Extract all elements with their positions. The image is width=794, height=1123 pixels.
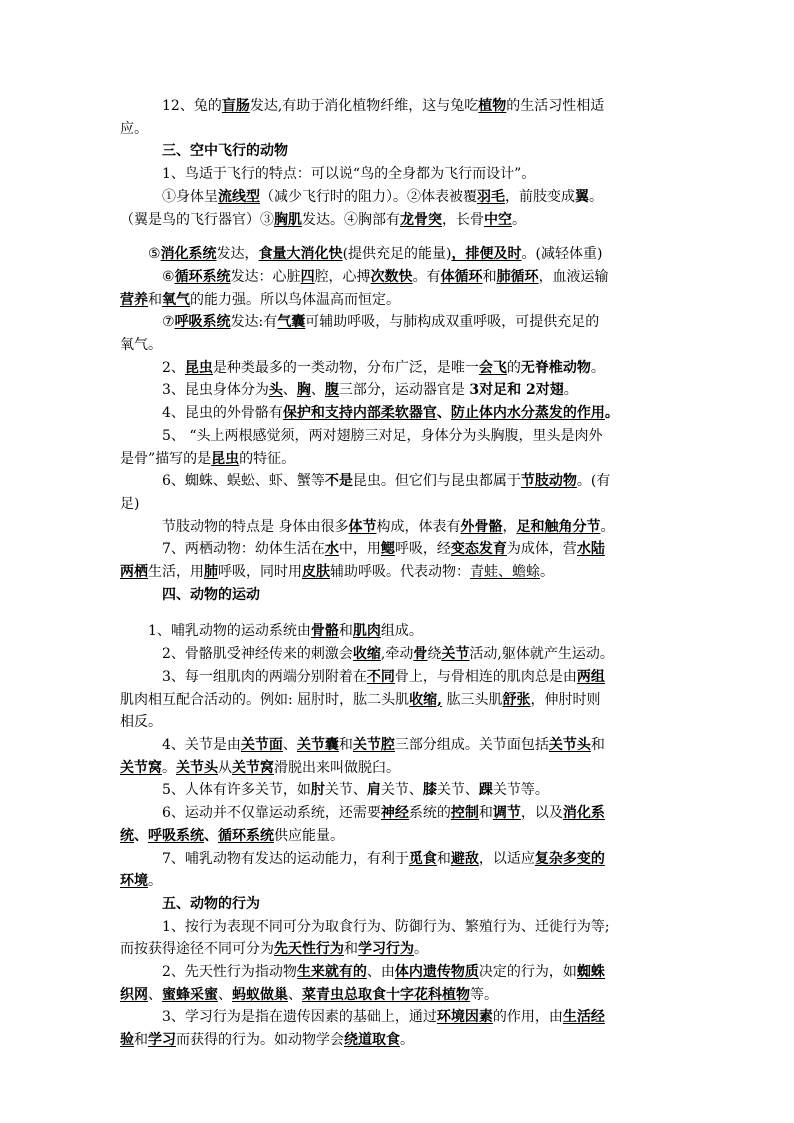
text-line: ①身体呈流线型（减少飞行时的阻力）。②体表被覆羽毛，前肢变成翼。 [162, 188, 603, 205]
text-line: 相反。 [120, 714, 162, 731]
text-line: ⑤消化系统发达，食量大消化快(提供充足的能量)，排便及时。(减轻体重) [148, 246, 603, 263]
section-heading: 三、空中飞行的动物 [162, 143, 288, 160]
text-line: 肌肉相互配合活动的。例如: 屈肘时，肱二头肌收缩, 肱三头肌舒张，伸肘时则 [120, 691, 601, 708]
text-line: 5、 “头上两根感觉须，两对翅膀三对足，身体分为头胸腹，里头是肉外 [162, 427, 603, 444]
document-page [120, 95, 676, 1052]
text-line: 足) [120, 495, 140, 512]
text-line: （翼是鸟的飞行器官）③胸肌发达。④胸部有龙骨突，长骨中空。 [120, 211, 526, 228]
text-line: 应。 [120, 120, 148, 137]
text-line: 统、呼吸系统、循环系统供应能量。 [120, 827, 344, 844]
text-line: 4、关节是由关节面、关节囊和关节腔三部分组成。关节面包括关节头和 [162, 736, 605, 753]
text-line: 营养和氧气的能力强。所以鸟体温高而恒定。 [120, 291, 400, 308]
text-line: 1、鸟适于飞行的特点：可以说“鸟的全身都为飞行而设计”。 [162, 166, 536, 183]
text-line: 氧气。 [120, 337, 162, 354]
text-line: 2、昆虫是种类最多的一类动物，分布广泛，是唯一会飞的无脊椎动物。 [162, 359, 605, 376]
text-line: 1、按行为表现不同可分为取食行为、防御行为、繁殖行为、迁徙行为等; [162, 918, 610, 935]
text-line: 两栖生活，用肺呼吸，同时用皮肤辅助呼吸。代表动物：青蛙、蟾蜍。 [120, 564, 554, 581]
text-line: 关节窝。关节头从关节窝滑脱出来叫做脱臼。 [120, 759, 400, 776]
text-line: 1、哺乳动物的运动系统由骨骼和肌肉组成。 [148, 623, 423, 640]
text-line: 3、学习行为是指在遗传因素的基础上，通过环境因素的作用，由生活经 [162, 1009, 605, 1026]
text-line: 3、每一组肌肉的两端分别附着在不同骨上，与骨相连的肌肉总是由两组 [162, 668, 605, 685]
text-line: 2、骨骼肌受神经传来的刺激会收缩,牵动骨绕关节活动,躯体就产生运动。 [162, 646, 614, 663]
text-line: ⑦呼吸系统发达:有气囊可辅助呼吸，与肺构成双重呼吸，可提供充足的 [162, 314, 600, 331]
text-line: 7、哺乳动物有发达的运动能力，有利于觅食和避敌，以适应复杂多变的 [162, 850, 605, 867]
text-line: 5、人体有许多关节，如肘关节、肩关节、膝关节、踝关节等。 [162, 782, 549, 799]
text-line: 是骨”描写的是昆虫的特征。 [120, 450, 296, 467]
text-line: 2、先天性行为指动物生来就有的、由体内遗传物质决定的行为，如蜘蛛 [162, 964, 605, 981]
text-line: 7、两栖动物：幼体生活在水中，用鳃呼吸，经变态发育为成体，营水陆 [162, 541, 605, 558]
text-line: 验和学习而获得的行为。如动物学会绕道取食。 [120, 1032, 414, 1049]
section-heading: 四、动物的运动 [162, 586, 260, 603]
section-heading: 五、动物的行为 [162, 895, 260, 912]
text-line: 6、蜘蛛、蜈蚣、虾、蟹等不是昆虫。但它们与昆虫都属于节肢动物。(有 [162, 473, 611, 490]
text-line: 而按获得途径不同可分为先天性行为和学习行为。 [120, 941, 428, 958]
text-line: ⑥循环系统发达：心脏四腔，心搏次数快。有体循环和肺循环，血液运输 [162, 268, 609, 285]
text-line: 3、昆虫身体分为头、胸、腹三部分，运动器官是 3对足和 2对翅。 [162, 382, 578, 399]
text-line: 4、昆虫的外骨骼有保护和支持内部柔软器官、防止体内水分蒸发的作用。 [162, 405, 619, 422]
text-line: 织网、蜜蜂采蜜、蚂蚁做巢、菜青虫总取食十字花科植物等。 [120, 986, 498, 1003]
text-line: 6、运动并不仅靠运动系统，还需要神经系统的控制和调节，以及消化系 [162, 805, 605, 822]
text-line: 节肢动物的特点是 身体由很多体节构成，体表有外骨骼，足和触角分节。 [162, 518, 615, 535]
text-line: 12、兔的盲肠发达,有助于消化植物纤维，这与兔吃植物的生活习性相适 [162, 98, 605, 114]
text-line: 环境。 [120, 873, 162, 890]
